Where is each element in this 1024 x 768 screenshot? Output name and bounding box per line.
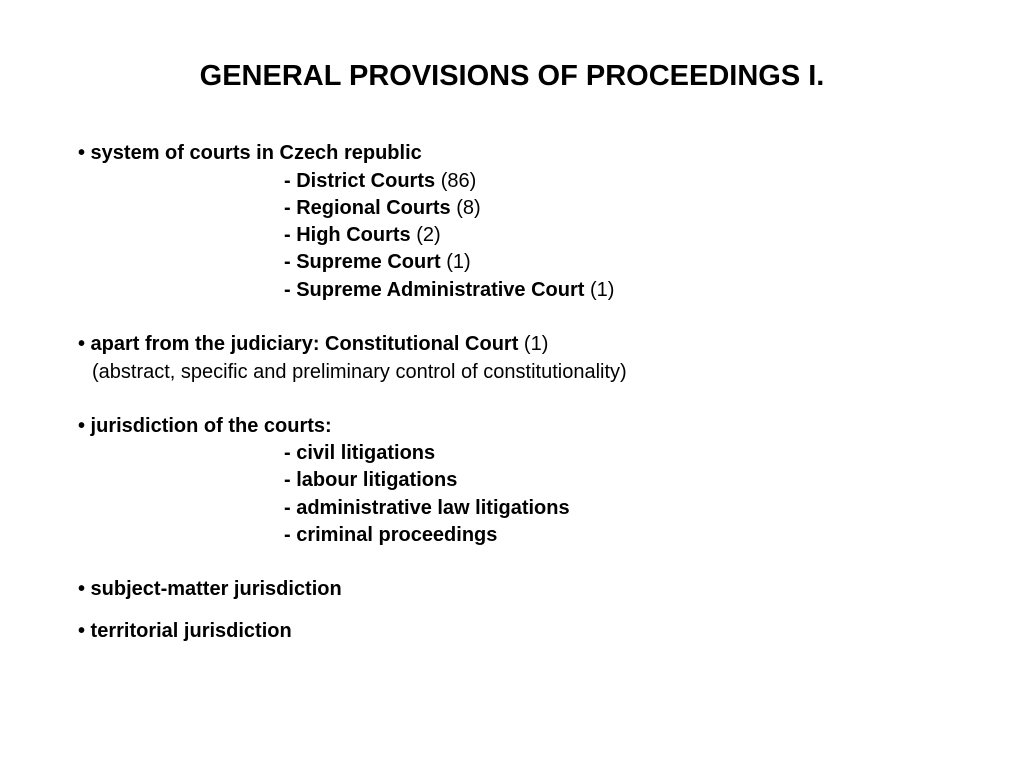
jurisdiction-item-administrative: - administrative law litigations — [284, 497, 570, 519]
court-label: - Supreme Administrative Court — [284, 279, 585, 301]
territorial-jurisdiction: • territorial jurisdiction — [78, 620, 292, 642]
court-label: - District Courts — [284, 170, 436, 192]
court-count: (1) — [446, 251, 471, 273]
jurisdiction-item-criminal: - criminal proceedings — [284, 524, 498, 546]
court-label: - Regional Courts — [284, 197, 451, 219]
court-item-high — [284, 222, 441, 248]
court-label: - Supreme Court — [284, 251, 441, 273]
jurisdiction-item-civil: - civil litigations — [284, 442, 436, 464]
court-label: - High Courts — [284, 224, 411, 246]
court-count: (2) — [416, 224, 441, 246]
jurisdiction-heading: • jurisdiction of the courts: — [78, 415, 332, 437]
court-count: (86) — [440, 170, 477, 192]
court-item-regional — [284, 195, 481, 221]
constitutional-heading: • apart from the judiciary: Constitutional Court — [78, 333, 519, 355]
court-count: (1) — [589, 279, 615, 301]
jurisdiction-item-labour: - labour litigations — [284, 469, 458, 491]
court-item-supreme-administrative — [284, 277, 614, 303]
court-item-district — [284, 168, 476, 194]
court-count: (8) — [456, 197, 481, 219]
constitutional-court-line — [78, 331, 548, 357]
slide-title: GENERAL PROVISIONS OF PROCEEDINGS I. — [199, 60, 825, 92]
court-item-supreme — [284, 249, 471, 275]
constitutional-count: (1) — [523, 333, 549, 355]
courts-system-heading: • system of courts in Czech republic — [78, 142, 422, 164]
subject-matter-jurisdiction: • subject-matter jurisdiction — [78, 578, 342, 600]
constitutional-note: (abstract, specific and preliminary control of constitutionality) — [92, 361, 627, 383]
